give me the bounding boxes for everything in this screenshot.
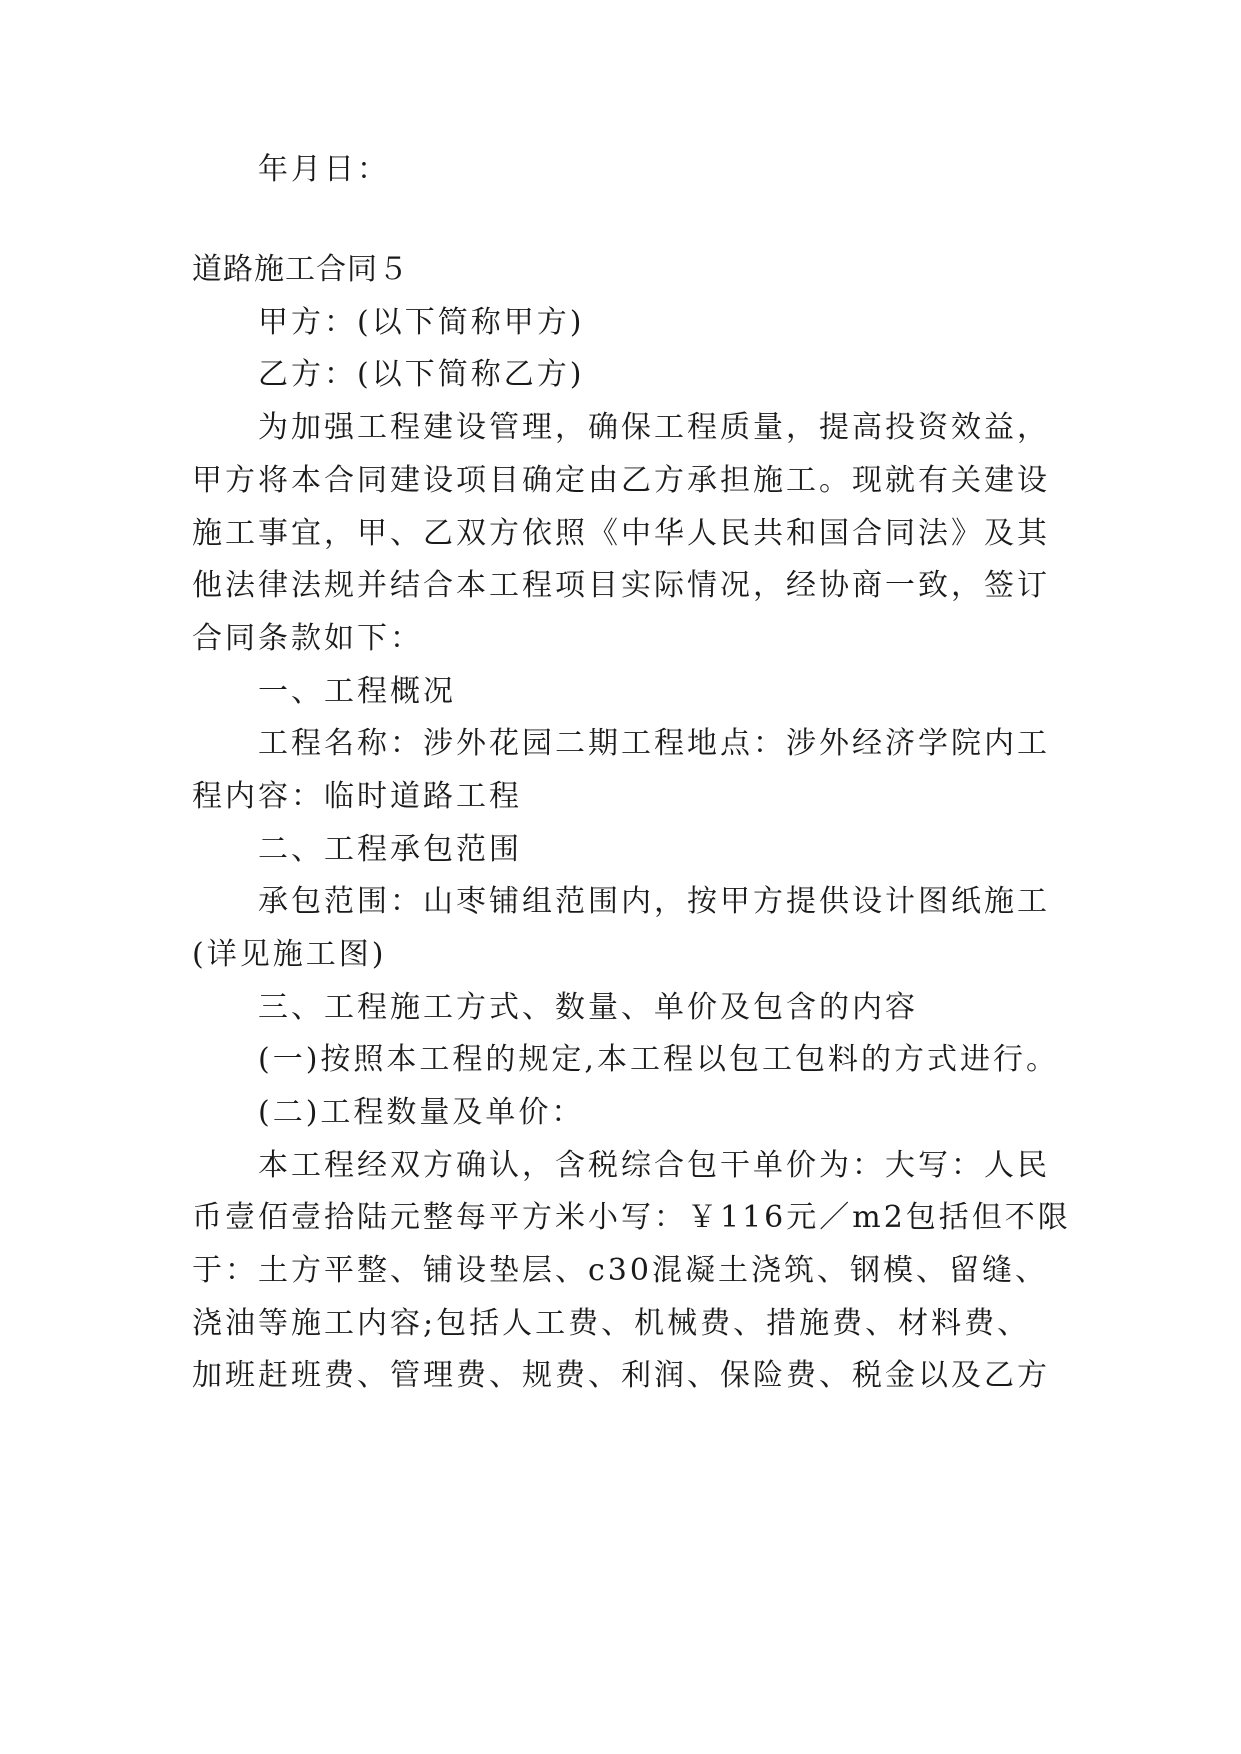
section-body-line: 币壹佰壹拾陆元整每平方米小写：￥116元／m2包括但不限	[192, 1200, 1071, 1235]
section-body-line: 本工程经双方确认，含税综合包干单价为：大写：人民	[258, 1148, 1050, 1183]
section-heading: 二、工程承包范围	[258, 832, 522, 867]
section-body-line: 程内容：临时道路工程	[192, 779, 522, 814]
section-item: (一)按照本工程的规定,本工程以包工包料的方式进行。	[258, 1042, 1059, 1077]
section-body-line: (详见施工图)	[192, 937, 387, 972]
party-b-line: 乙方：(以下简称乙方)	[258, 357, 585, 392]
section-body-line: 于：土方平整、铺设垫层、c30混凝土浇筑、钢模、留缝、	[192, 1253, 1048, 1288]
section-body-line: 工程名称：涉外花园二期工程地点：涉外经济学院内工	[258, 726, 1050, 761]
date-line: 年月日：	[258, 152, 390, 187]
section-body-line: 浇油等施工内容;包括人工费、机械费、措施费、材料费、	[192, 1306, 1031, 1341]
party-a-line: 甲方：(以下简称甲方)	[258, 305, 585, 340]
section-body-line: 承包范围：山枣铺组范围内，按甲方提供设计图纸施工	[258, 884, 1050, 919]
preamble-line: 甲方将本合同建设项目确定由乙方承担施工。现就有关建设	[192, 463, 1050, 498]
preamble-line: 合同条款如下：	[192, 621, 423, 656]
section-heading: 一、工程概况	[258, 674, 456, 709]
contract-title: 道路施工合同５	[192, 252, 409, 287]
preamble-line: 施工事宜，甲、乙双方依照《中华人民共和国合同法》及其	[192, 516, 1050, 551]
preamble-line: 为加强工程建设管理，确保工程质量，提高投资效益，	[258, 410, 1050, 445]
section-heading: 三、工程施工方式、数量、单价及包含的内容	[258, 990, 918, 1025]
section-body-line: 加班赶班费、管理费、规费、利润、保险费、税金以及乙方	[192, 1358, 1050, 1393]
section-item: (二)工程数量及单价：	[258, 1095, 585, 1130]
preamble-line: 他法律法规并结合本工程项目实际情况，经协商一致，签订	[192, 568, 1050, 603]
